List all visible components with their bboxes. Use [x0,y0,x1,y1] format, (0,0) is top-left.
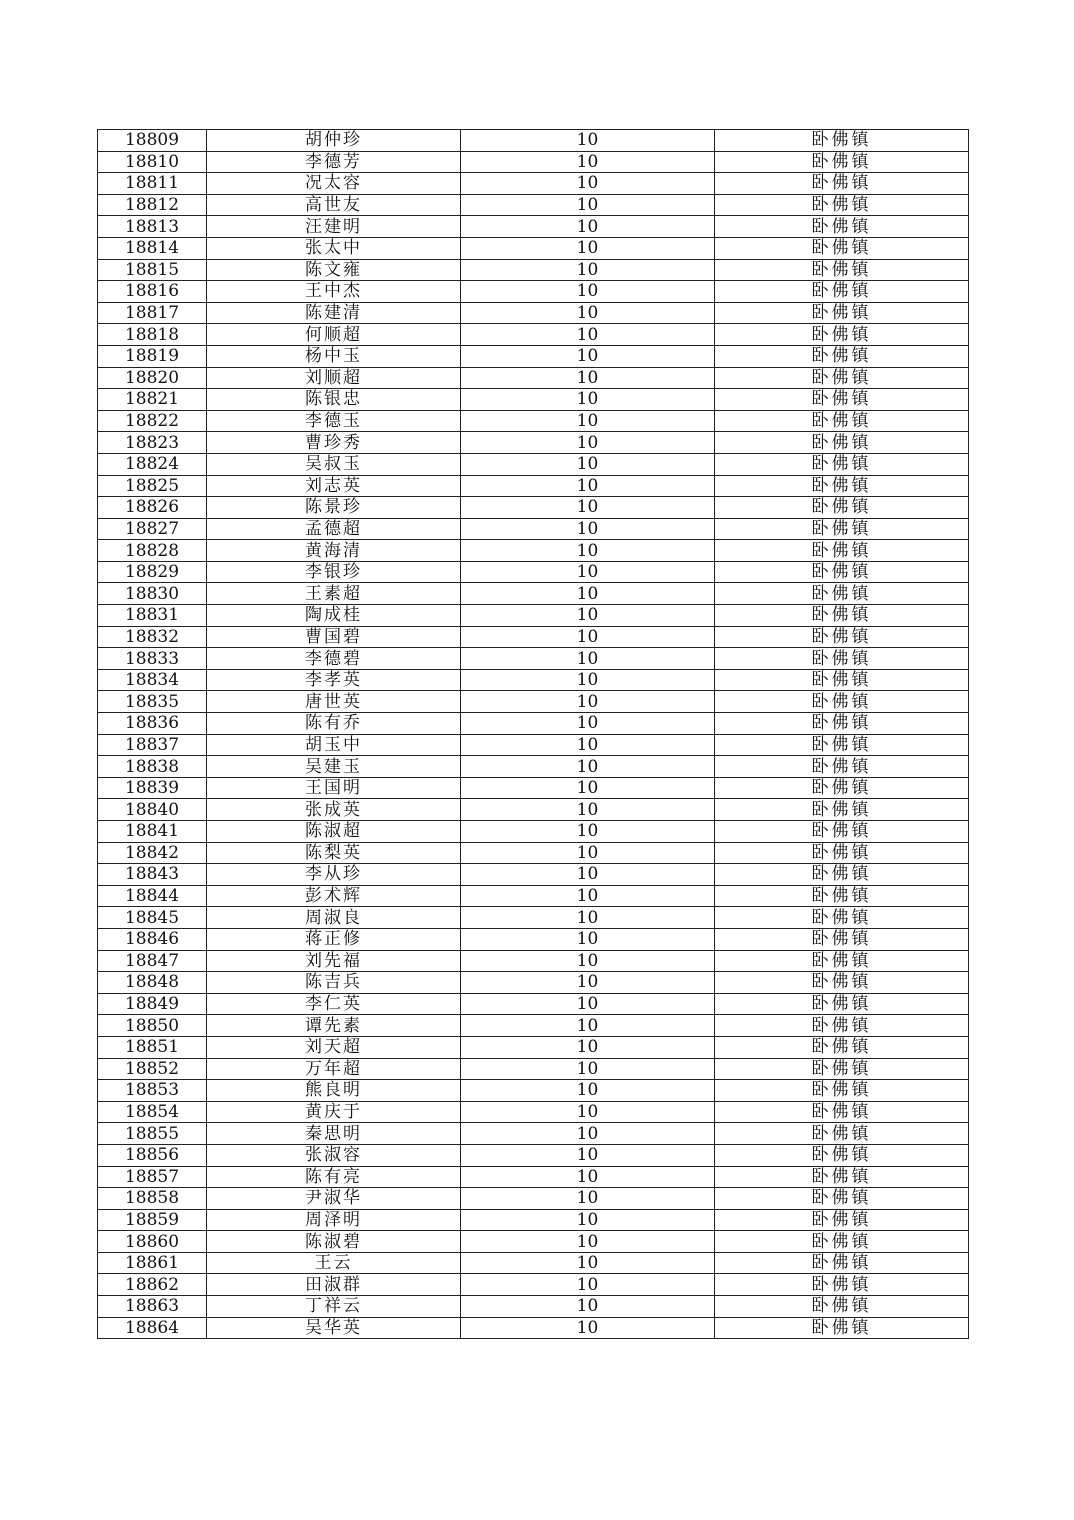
cell-name: 唐世英 [207,691,461,713]
cell-name: 张成英 [207,799,461,821]
cell-amount: 10 [461,691,715,713]
cell-id: 18820 [98,367,207,389]
cell-id: 18829 [98,561,207,583]
cell-name: 刘天超 [207,1036,461,1058]
cell-name: 况太容 [207,173,461,195]
cell-town: 卧佛镇 [715,453,969,475]
cell-town: 卧佛镇 [715,1144,969,1166]
table-row [98,993,969,1015]
cell-town: 卧佛镇 [715,345,969,367]
cell-town: 卧佛镇 [715,928,969,950]
cell-amount: 10 [461,777,715,799]
cell-town: 卧佛镇 [715,907,969,929]
table-row [98,518,969,540]
cell-amount: 10 [461,1015,715,1037]
cell-id: 18839 [98,777,207,799]
cell-amount: 10 [461,928,715,950]
cell-name: 刘先福 [207,950,461,972]
cell-id: 18847 [98,950,207,972]
cell-id: 18842 [98,842,207,864]
table-row [98,367,969,389]
table-row [98,950,969,972]
table-row [98,1188,969,1210]
cell-amount: 10 [461,756,715,778]
cell-id: 18814 [98,237,207,259]
cell-amount: 10 [461,130,715,152]
cell-amount: 10 [461,1231,715,1253]
cell-name: 熊良明 [207,1080,461,1102]
cell-id: 18823 [98,432,207,454]
table-row [98,669,969,691]
cell-name: 张淑容 [207,1144,461,1166]
cell-id: 18811 [98,173,207,195]
cell-name: 胡玉中 [207,734,461,756]
cell-id: 18822 [98,410,207,432]
cell-town: 卧佛镇 [715,410,969,432]
cell-id: 18830 [98,583,207,605]
cell-name: 王素超 [207,583,461,605]
cell-amount: 10 [461,1101,715,1123]
table-row [98,1080,969,1102]
cell-town: 卧佛镇 [715,821,969,843]
cell-name: 尹淑华 [207,1188,461,1210]
table-row [98,605,969,627]
cell-amount: 10 [461,1123,715,1145]
cell-amount: 10 [461,950,715,972]
cell-name: 李仁英 [207,993,461,1015]
cell-name: 曹国碧 [207,626,461,648]
cell-town: 卧佛镇 [715,324,969,346]
cell-town: 卧佛镇 [715,713,969,735]
cell-id: 18855 [98,1123,207,1145]
cell-id: 18833 [98,648,207,670]
cell-amount: 10 [461,583,715,605]
table-row [98,1036,969,1058]
cell-name: 曹珍秀 [207,432,461,454]
cell-name: 汪建明 [207,216,461,238]
cell-town: 卧佛镇 [715,1209,969,1231]
cell-name: 吴建玉 [207,756,461,778]
cell-name: 陈景珍 [207,497,461,519]
cell-town: 卧佛镇 [715,561,969,583]
cell-town: 卧佛镇 [715,1188,969,1210]
table-row [98,777,969,799]
cell-town: 卧佛镇 [715,669,969,691]
cell-id: 18818 [98,324,207,346]
cell-amount: 10 [461,885,715,907]
cell-amount: 10 [461,1209,715,1231]
cell-town: 卧佛镇 [715,1058,969,1080]
cell-name: 李德芳 [207,151,461,173]
cell-amount: 10 [461,842,715,864]
cell-amount: 10 [461,367,715,389]
table-row [98,734,969,756]
cell-town: 卧佛镇 [715,432,969,454]
cell-amount: 10 [461,518,715,540]
cell-id: 18810 [98,151,207,173]
table-row [98,1231,969,1253]
cell-amount: 10 [461,389,715,411]
cell-amount: 10 [461,1080,715,1102]
cell-name: 丁祥云 [207,1296,461,1318]
cell-id: 18854 [98,1101,207,1123]
cell-town: 卧佛镇 [715,583,969,605]
table-row [98,756,969,778]
cell-amount: 10 [461,864,715,886]
cell-id: 18856 [98,1144,207,1166]
cell-id: 18843 [98,864,207,886]
cell-id: 18827 [98,518,207,540]
table-row [98,561,969,583]
cell-town: 卧佛镇 [715,842,969,864]
cell-id: 18840 [98,799,207,821]
cell-amount: 10 [461,1144,715,1166]
cell-name: 张太中 [207,237,461,259]
table-row [98,1166,969,1188]
cell-name: 田淑群 [207,1274,461,1296]
cell-town: 卧佛镇 [715,1123,969,1145]
cell-town: 卧佛镇 [715,389,969,411]
cell-id: 18848 [98,972,207,994]
cell-town: 卧佛镇 [715,799,969,821]
cell-amount: 10 [461,1274,715,1296]
cell-amount: 10 [461,648,715,670]
cell-name: 胡仲珍 [207,130,461,152]
table-row [98,237,969,259]
cell-id: 18826 [98,497,207,519]
cell-id: 18851 [98,1036,207,1058]
cell-name: 李德碧 [207,648,461,670]
cell-name: 陈有亮 [207,1166,461,1188]
cell-name: 刘志英 [207,475,461,497]
cell-name: 谭先素 [207,1015,461,1037]
cell-town: 卧佛镇 [715,1166,969,1188]
cell-amount: 10 [461,237,715,259]
cell-amount: 10 [461,1058,715,1080]
cell-id: 18832 [98,626,207,648]
cell-town: 卧佛镇 [715,130,969,152]
cell-town: 卧佛镇 [715,972,969,994]
cell-id: 18835 [98,691,207,713]
table-row [98,497,969,519]
cell-id: 18817 [98,302,207,324]
table-row [98,583,969,605]
table-row [98,130,969,152]
cell-id: 18863 [98,1296,207,1318]
cell-amount: 10 [461,173,715,195]
table-row [98,410,969,432]
cell-id: 18834 [98,669,207,691]
table-row [98,389,969,411]
cell-name: 陈建清 [207,302,461,324]
cell-name: 陶成桂 [207,605,461,627]
cell-id: 18853 [98,1080,207,1102]
cell-name: 吴叔玉 [207,453,461,475]
cell-name: 高世友 [207,194,461,216]
table-row [98,151,969,173]
cell-town: 卧佛镇 [715,1036,969,1058]
cell-id: 18852 [98,1058,207,1080]
table-row [98,1317,969,1339]
cell-id: 18813 [98,216,207,238]
cell-town: 卧佛镇 [715,1231,969,1253]
cell-name: 刘顺超 [207,367,461,389]
cell-town: 卧佛镇 [715,1080,969,1102]
cell-amount: 10 [461,734,715,756]
cell-town: 卧佛镇 [715,1252,969,1274]
cell-amount: 10 [461,475,715,497]
cell-town: 卧佛镇 [715,1296,969,1318]
cell-name: 吴华英 [207,1317,461,1339]
table-row [98,713,969,735]
cell-id: 18824 [98,453,207,475]
cell-name: 杨中玉 [207,345,461,367]
cell-name: 彭术辉 [207,885,461,907]
cell-amount: 10 [461,345,715,367]
cell-town: 卧佛镇 [715,1015,969,1037]
table-row [98,1252,969,1274]
cell-town: 卧佛镇 [715,1274,969,1296]
cell-name: 周淑良 [207,907,461,929]
cell-name: 陈银忠 [207,389,461,411]
cell-amount: 10 [461,1188,715,1210]
table-row [98,194,969,216]
cell-id: 18862 [98,1274,207,1296]
cell-name: 周泽明 [207,1209,461,1231]
table-row [98,928,969,950]
table-row [98,821,969,843]
cell-amount: 10 [461,216,715,238]
cell-name: 李德玉 [207,410,461,432]
table-row [98,864,969,886]
table-row [98,1015,969,1037]
cell-town: 卧佛镇 [715,216,969,238]
cell-name: 王中杰 [207,281,461,303]
cell-name: 王云 [207,1252,461,1274]
cell-amount: 10 [461,561,715,583]
cell-name: 秦思明 [207,1123,461,1145]
table-row [98,842,969,864]
cell-amount: 10 [461,972,715,994]
cell-id: 18821 [98,389,207,411]
cell-town: 卧佛镇 [715,194,969,216]
cell-town: 卧佛镇 [715,777,969,799]
cell-name: 万年超 [207,1058,461,1080]
cell-amount: 10 [461,993,715,1015]
cell-town: 卧佛镇 [715,993,969,1015]
cell-amount: 10 [461,302,715,324]
table-row [98,1058,969,1080]
table-row [98,540,969,562]
cell-town: 卧佛镇 [715,518,969,540]
cell-id: 18841 [98,821,207,843]
table-row [98,173,969,195]
cell-name: 陈有乔 [207,713,461,735]
table-row [98,1144,969,1166]
cell-amount: 10 [461,1166,715,1188]
cell-id: 18845 [98,907,207,929]
table-row [98,324,969,346]
cell-town: 卧佛镇 [715,302,969,324]
table-row [98,1123,969,1145]
cell-id: 18837 [98,734,207,756]
cell-id: 18846 [98,928,207,950]
cell-id: 18861 [98,1252,207,1274]
table-row [98,259,969,281]
cell-amount: 10 [461,281,715,303]
table-row [98,885,969,907]
cell-amount: 10 [461,821,715,843]
cell-amount: 10 [461,1296,715,1318]
table-row [98,626,969,648]
cell-id: 18815 [98,259,207,281]
cell-amount: 10 [461,713,715,735]
table-row [98,1209,969,1231]
cell-id: 18819 [98,345,207,367]
cell-id: 18849 [98,993,207,1015]
cell-town: 卧佛镇 [715,173,969,195]
table-row [98,972,969,994]
cell-amount: 10 [461,1036,715,1058]
records-table [97,129,969,1339]
cell-town: 卧佛镇 [715,151,969,173]
cell-id: 18816 [98,281,207,303]
cell-amount: 10 [461,605,715,627]
cell-town: 卧佛镇 [715,626,969,648]
cell-amount: 10 [461,324,715,346]
cell-id: 18860 [98,1231,207,1253]
cell-amount: 10 [461,1317,715,1339]
cell-name: 何顺超 [207,324,461,346]
table-row [98,799,969,821]
cell-town: 卧佛镇 [715,1101,969,1123]
table-row [98,216,969,238]
cell-amount: 10 [461,907,715,929]
cell-id: 18828 [98,540,207,562]
cell-name: 李孝英 [207,669,461,691]
cell-id: 18857 [98,1166,207,1188]
table-row [98,691,969,713]
cell-town: 卧佛镇 [715,756,969,778]
cell-name: 李银珍 [207,561,461,583]
cell-id: 18809 [98,130,207,152]
cell-town: 卧佛镇 [715,605,969,627]
cell-name: 孟德超 [207,518,461,540]
cell-id: 18836 [98,713,207,735]
cell-amount: 10 [461,259,715,281]
table-row [98,432,969,454]
cell-name: 蒋正修 [207,928,461,950]
cell-amount: 10 [461,626,715,648]
cell-amount: 10 [461,497,715,519]
cell-amount: 10 [461,1252,715,1274]
records-body [98,130,969,1339]
table-row [98,907,969,929]
table-row [98,453,969,475]
cell-id: 18844 [98,885,207,907]
table-row [98,1101,969,1123]
cell-town: 卧佛镇 [715,237,969,259]
cell-id: 18864 [98,1317,207,1339]
cell-town: 卧佛镇 [715,885,969,907]
cell-name: 黄海清 [207,540,461,562]
table-row [98,475,969,497]
cell-name: 陈淑碧 [207,1231,461,1253]
cell-name: 陈文雍 [207,259,461,281]
cell-id: 18859 [98,1209,207,1231]
cell-town: 卧佛镇 [715,648,969,670]
table-row [98,281,969,303]
cell-name: 陈梨英 [207,842,461,864]
cell-amount: 10 [461,432,715,454]
cell-town: 卧佛镇 [715,864,969,886]
cell-name: 陈吉兵 [207,972,461,994]
cell-town: 卧佛镇 [715,497,969,519]
cell-id: 18858 [98,1188,207,1210]
cell-id: 18825 [98,475,207,497]
cell-amount: 10 [461,799,715,821]
cell-town: 卧佛镇 [715,540,969,562]
cell-town: 卧佛镇 [715,475,969,497]
cell-amount: 10 [461,453,715,475]
table-row [98,1274,969,1296]
cell-amount: 10 [461,669,715,691]
cell-town: 卧佛镇 [715,281,969,303]
cell-id: 18831 [98,605,207,627]
table-row [98,345,969,367]
cell-id: 18838 [98,756,207,778]
cell-amount: 10 [461,151,715,173]
cell-town: 卧佛镇 [715,367,969,389]
cell-town: 卧佛镇 [715,950,969,972]
cell-town: 卧佛镇 [715,691,969,713]
cell-amount: 10 [461,540,715,562]
table-row [98,302,969,324]
cell-town: 卧佛镇 [715,259,969,281]
cell-town: 卧佛镇 [715,734,969,756]
table-row [98,648,969,670]
cell-id: 18812 [98,194,207,216]
cell-amount: 10 [461,410,715,432]
cell-id: 18850 [98,1015,207,1037]
cell-name: 陈淑超 [207,821,461,843]
table-row [98,1296,969,1318]
cell-town: 卧佛镇 [715,1317,969,1339]
cell-name: 李从珍 [207,864,461,886]
cell-name: 黄庆于 [207,1101,461,1123]
cell-name: 王国明 [207,777,461,799]
cell-amount: 10 [461,194,715,216]
